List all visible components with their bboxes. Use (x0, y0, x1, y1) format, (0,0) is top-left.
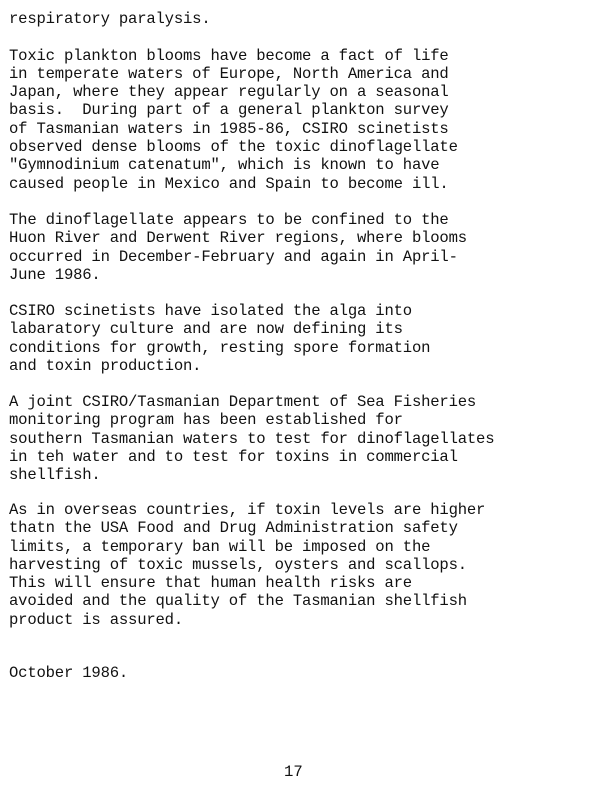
intro-line: respiratory paralysis. (9, 10, 211, 28)
text-line: conditions for growth, resting spore formation (9, 338, 431, 357)
text-line: basis. During part of a general plankton survey (9, 101, 449, 120)
text-line: Toxic plankton blooms have become a fact of life (9, 46, 449, 65)
paragraph-csiro-culture (9, 302, 599, 375)
text-line: CSIRO scinetists have isolated the alga into (9, 302, 412, 320)
paragraph-toxin-limits (9, 501, 599, 629)
text-line: in temperate waters of Europe, North America and (9, 64, 449, 83)
text-line: As in overseas countries, if toxin levels are higher (9, 501, 486, 519)
text-line: occurred in December-February and again in April- (9, 247, 458, 266)
text-line: monitoring program has been established for (9, 411, 403, 430)
text-line: caused people in Mexico and Spain to become ill. (9, 174, 449, 193)
date-line: October 1986. (9, 664, 129, 682)
text-line: Japan, where they appear regularly on a seasonal (9, 83, 449, 102)
text-line: labaratory culture and are now defining its (9, 320, 403, 339)
paragraph-monitoring-program (9, 393, 599, 484)
text-line: thatn the USA Food and Drug Administration safety (9, 519, 458, 538)
text-line: of Tasmanian waters in 1985-86, CSIRO scinetists (9, 119, 449, 138)
text-line: southern Tasmanian waters to test for dinoflagellates (9, 429, 495, 448)
text-line: This will ensure that human health risks are (9, 574, 412, 593)
text-line: "Gymnodinium catenatum", which is known to have (9, 156, 440, 175)
text-line: The dinoflagellate appears to be confined to the (9, 211, 449, 229)
paragraph-dinoflagellate-regions (9, 211, 599, 284)
text-line: avoided and the quality of the Tasmanian shellfish (9, 592, 467, 611)
text-line: June 1986. (9, 265, 101, 284)
text-line: product is assured. (9, 610, 183, 629)
text-line: Huon River and Derwent River regions, where blooms (9, 229, 467, 248)
text-line: shellfish. (9, 466, 101, 485)
text-line: limits, a temporary ban will be imposed on the (9, 537, 431, 556)
text-line: A joint CSIRO/Tasmanian Department of Sea Fisheries (9, 393, 477, 411)
page-number: 17 (284, 763, 303, 781)
document-date (9, 664, 599, 682)
text-line: harvesting of toxic mussels, oysters and scallops. (9, 555, 467, 574)
paragraph-plankton-blooms (9, 47, 599, 193)
text-line: observed dense blooms of the toxic dinoflagellate (9, 137, 458, 156)
text-line: in teh water and to test for toxins in commercial (9, 447, 458, 466)
intro-paragraph (9, 10, 599, 28)
text-line: and toxin production. (9, 356, 202, 375)
